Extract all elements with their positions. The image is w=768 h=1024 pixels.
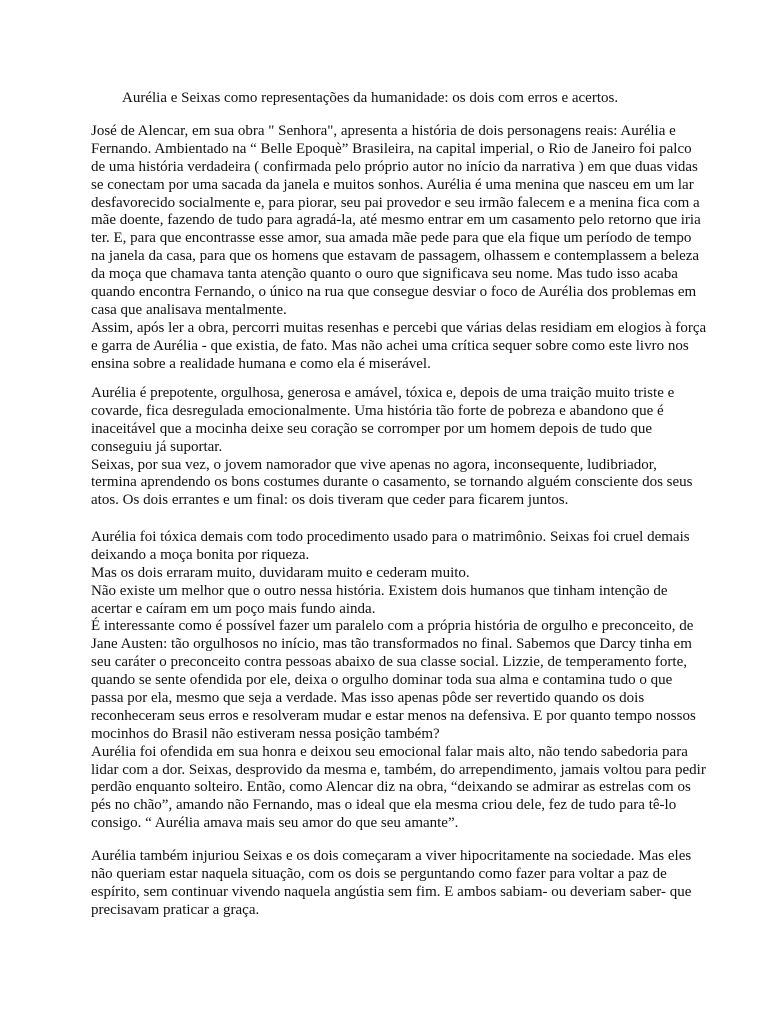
- text-line: Não existe um melhor que o outro nessa história. Existem dois humanos que tinham intenção de: [91, 582, 668, 599]
- text-line: precisavam praticar a graça.: [91, 901, 260, 918]
- text-line: Mas os dois erraram muito, duvidaram muito e cederam muito.: [91, 564, 470, 581]
- text-line: Fernando. Ambientado na “ Belle Epoquè” Brasileira, na capital imperial, o Rio de Janeiro foi palco: [91, 140, 692, 157]
- text-line: Aurélia é prepotente, orgulhosa, generosa e amável, tóxica e, depois de uma traição muito triste e: [91, 385, 675, 401]
- text-line: casa que analisava mentalmente.: [91, 301, 287, 318]
- text-line: ter. E, para que encontrasse esse amor, sua amada mãe pede para que ela fique um período de tempo: [91, 230, 692, 247]
- text-line: da moça que chamava tanta atenção quanto o ouro que significava seu nome. Mas tudo isso acaba: [91, 266, 678, 283]
- text-line: termina aprendendo os bons costumes durante o casamento, se tornando alguém consciente dos seus: [91, 474, 693, 491]
- text-line: Aurélia também injuriou Seixas e os dois começaram a viver hipocritamente na sociedade. Mas eles: [91, 848, 692, 864]
- text-line: Aurélia foi ofendida em sua honra e deixou seu emocional falar mais alto, não tendo sabedoria para: [91, 743, 688, 760]
- text-line: não queriam estar naquela situação, com os dois se perguntando como fazer para voltar a paz de: [91, 865, 667, 882]
- text-line: seu caráter o preconceito contra pessoas abaixo de sua classe social. Lizzie, de temperamento forte,: [91, 654, 687, 671]
- text-line: mocinhos do Brasil não estiveram nessa posição também?: [91, 725, 440, 742]
- text-line: É interessante como é possível fazer um paralelo com a própria história de orgulho e preconceito, de: [91, 618, 694, 635]
- text-line: José de Alencar, em sua obra " Senhora", apresenta a história de dois personagens reais: Aurélia e: [91, 123, 676, 139]
- text-line: mãe doente, fazendo de tudo para agradá-la, até mesmo entrar em um casamento pelo retorno que iria: [91, 212, 701, 229]
- paragraph-block-4: [91, 848, 692, 920]
- paragraph-block-1: [91, 123, 707, 373]
- text-line: ensina sobre a realidade humana e como ela é miserável.: [91, 355, 431, 372]
- text-line: Aurélia foi tóxica demais com todo procedimento usado para o matrimônio. Seixas foi cruel demais: [91, 529, 690, 545]
- text-line: lidar com a dor. Seixas, desprovido da mesma e, também, do arrependimento, jamais voltou para pedir: [91, 761, 706, 778]
- text-line: espírito, sem continuar vivendo naquela angústia sem fim. E ambos sabiam- ou deveriam saber- que: [91, 883, 692, 900]
- text-line: desfavorecido socialmente e, para piorar, seu pai provedor e seu irmão falecem e a menina fica com a: [91, 194, 700, 211]
- text-line: reconheceram seus erros e resolveram mudar e estar menos na defensiva. E por quanto tempo nossos: [91, 707, 696, 724]
- text-line: na janela da casa, para que os homens que estavam de passagem, olhassem e contemplassem a beleza: [91, 248, 700, 265]
- text-line: quando encontra Fernando, o único na rua que consegue desviar o foco de Aurélia dos problemas em: [91, 284, 697, 301]
- text-line: se conectam por uma sacada da janela e muitos sonhos. Aurélia é uma menina que nasceu em um lar: [91, 176, 694, 193]
- text-line: Jane Austen: tão orgulhosos no início, mas tão transformados no final. Sabemos que Darcy tinha em: [91, 636, 692, 653]
- text-line: covarde, fica desregulada emocionalmente. Uma história tão forte de pobreza e abandono que é: [91, 402, 664, 419]
- text-line: e garra de Aurélia - que existia, de fato. Mas não achei uma crítica sequer sobre como este livro nos: [91, 337, 689, 354]
- text-line: quando se sente ofendida por ele, deixa o orgulho dominar toda sua alma e contamina tudo o que: [91, 672, 673, 689]
- paragraph-block-3: [91, 529, 706, 833]
- text-line: Seixas, por sua vez, o jovem namorador que vive apenas no agora, inconsequente, ludibriador,: [91, 456, 657, 473]
- document-title: Aurélia e Seixas como representações da humanidade: os dois com erros e acertos.: [122, 90, 619, 106]
- text-line: conseguiu já suportar.: [91, 438, 223, 455]
- text-line: passa por ela, mesmo que seja a verdade. Mas isso apenas pôde ser revertido quando os dois: [91, 690, 645, 707]
- text-line: inaceitável que a mocinha deixe seu coração se corromper por um homem depois de tudo que: [91, 420, 653, 437]
- text-line: Assim, após ler a obra, percorri muitas resenhas e percebi que várias delas residiam em elogios à força: [91, 319, 707, 336]
- text-line: de uma história verdadeira ( confirmada pelo próprio autor no início da narrativa ) em que duas vidas: [91, 158, 698, 175]
- text-line: consigo. “ Aurélia amava mais seu amor do que seu amante”.: [91, 815, 459, 832]
- text-line: acertar e caíram em um poço mais fundo ainda.: [91, 600, 376, 617]
- paragraph-block-2: [91, 385, 693, 510]
- text-line: atos. Os dois errantes e um final: os dois tiveram que ceder para ficarem juntos.: [91, 492, 569, 509]
- text-line: pés no chão”, amando não Fernando, mas o ideal que ela mesma criou dele, fez de tudo para tê-lo: [91, 797, 677, 814]
- text-line: deixando a moça bonita por riqueza.: [91, 546, 310, 563]
- text-line: perdão enquanto solteiro. Então, como Alencar diz na obra, “deixando se admirar as estrelas com os: [91, 779, 691, 796]
